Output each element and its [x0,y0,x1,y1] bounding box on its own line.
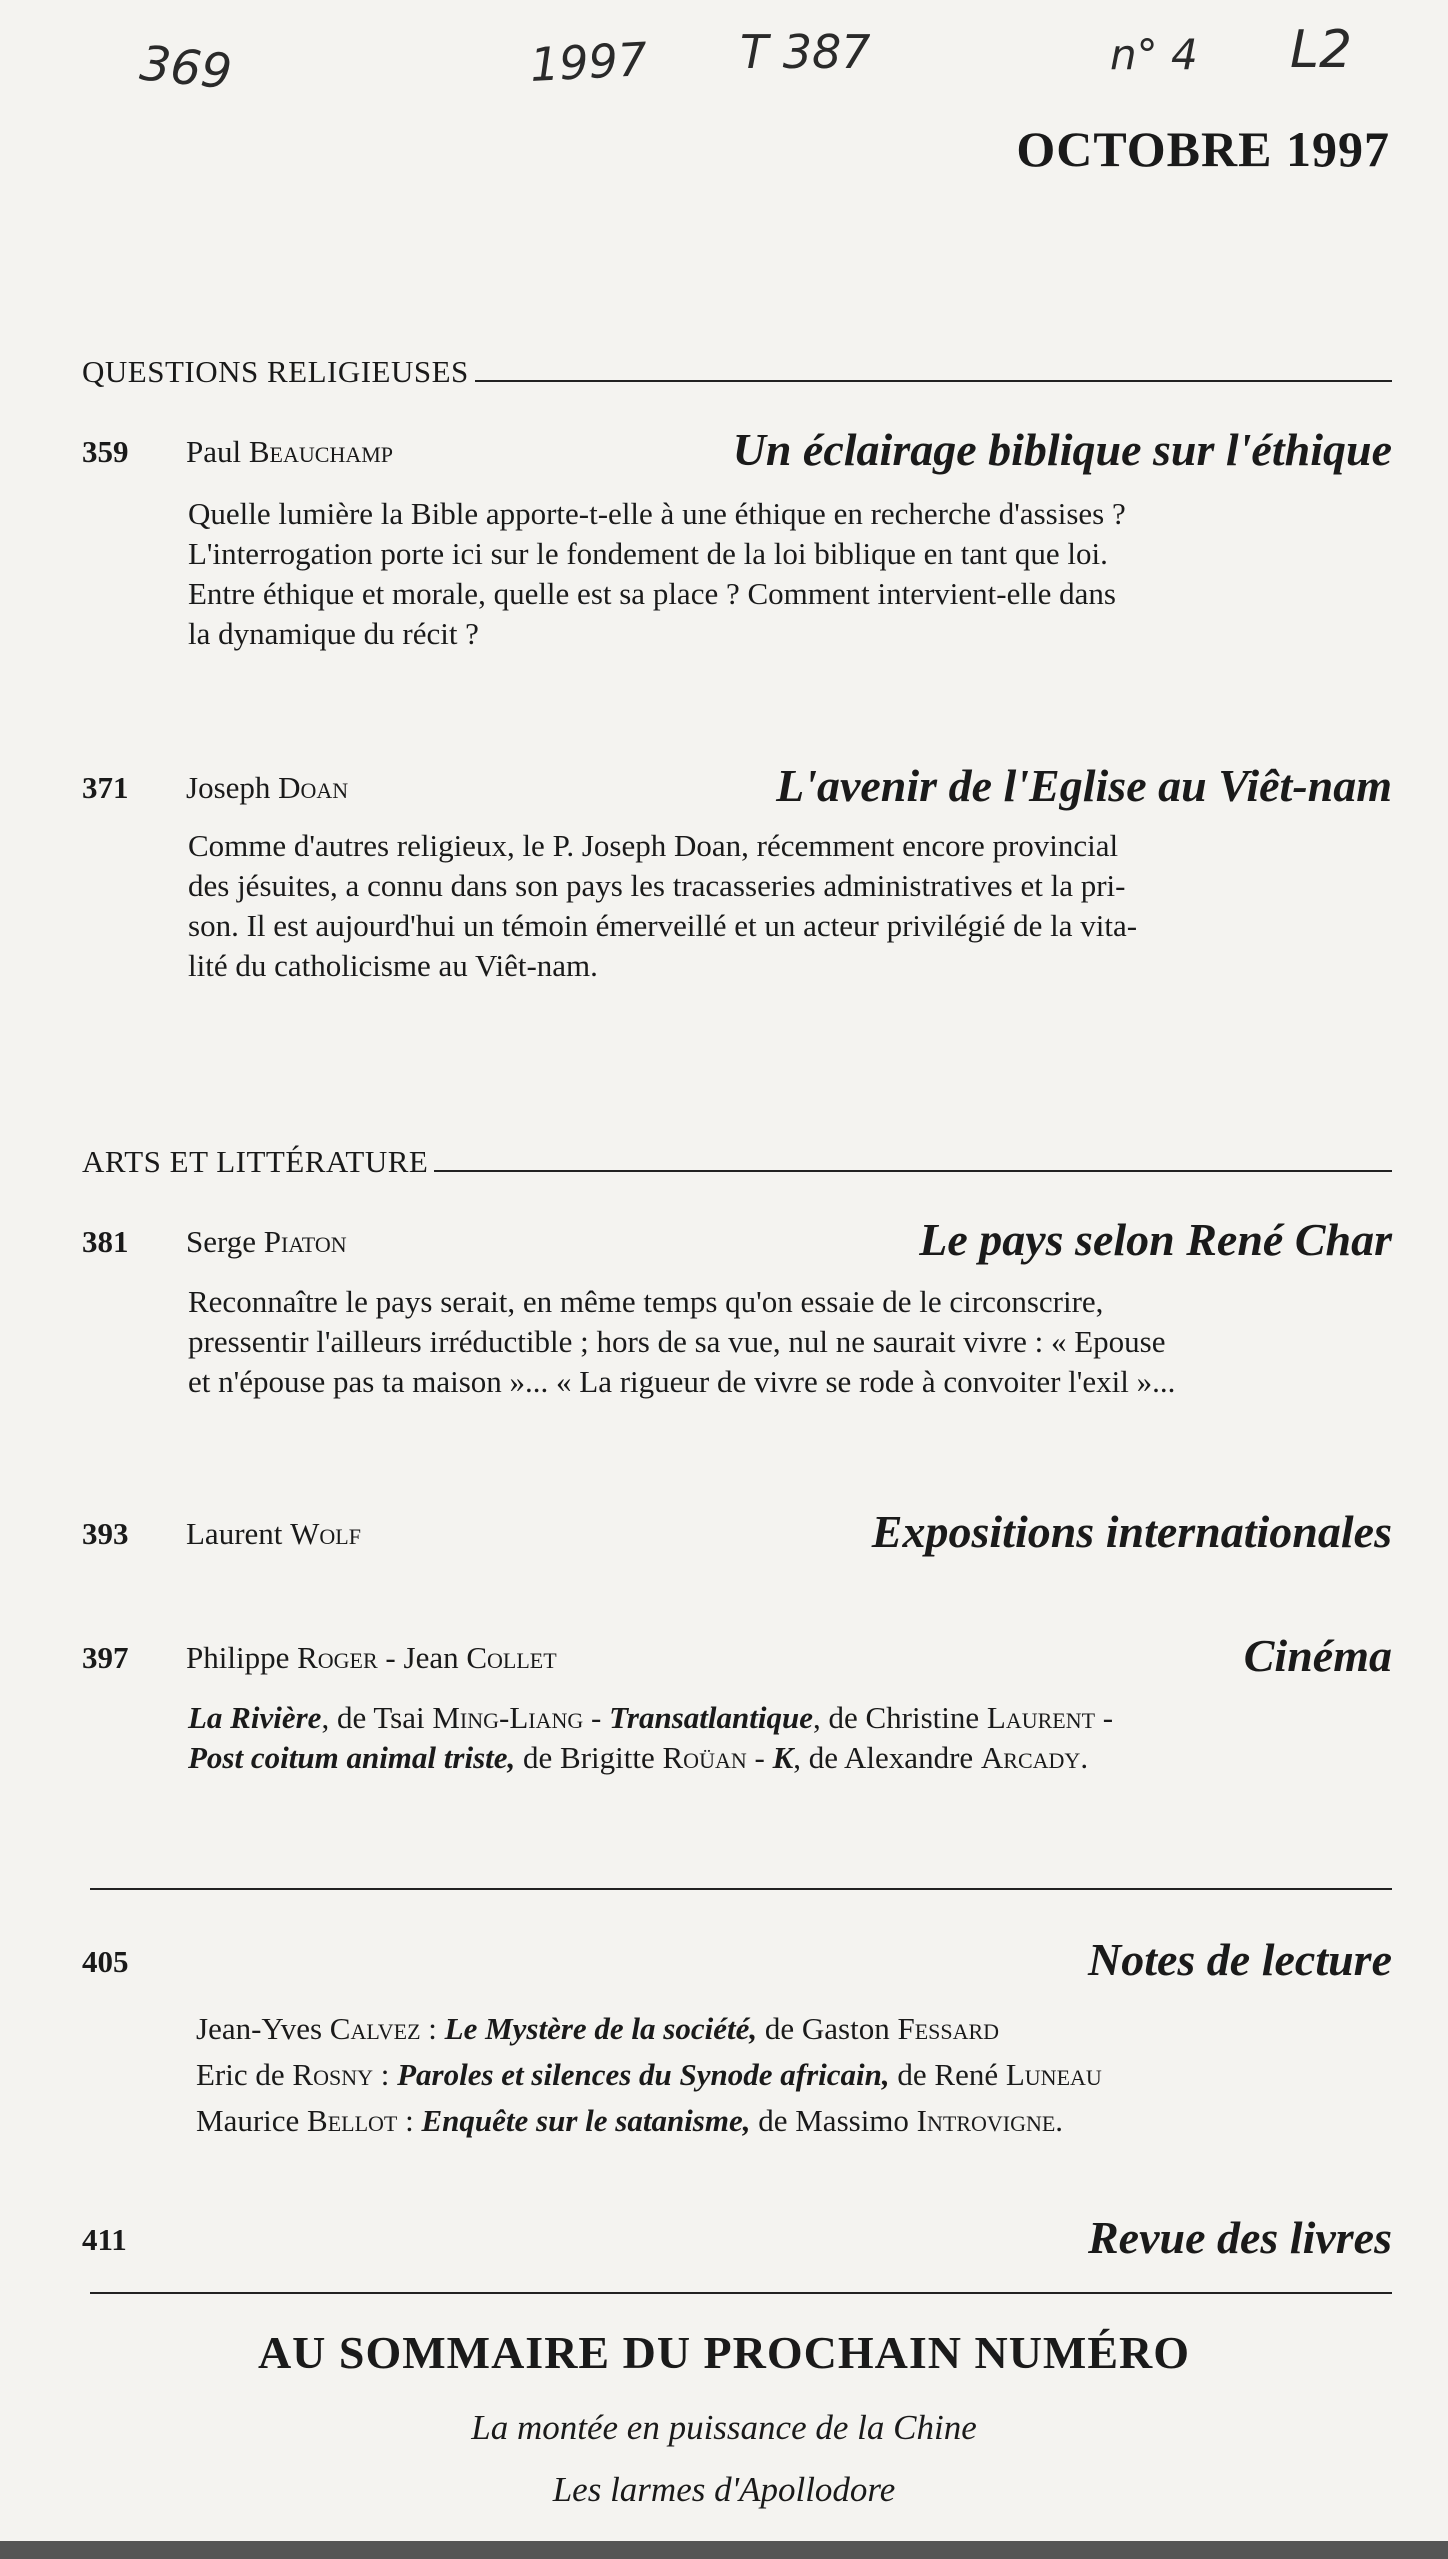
section-label: QUESTIONS RELIGIEUSES [82,354,469,389]
toc-entry-piaton [82,1202,1392,1266]
list-item: Maurice Bellot : Enquête sur le satanisme, de Massimo Introvigne. [196,2103,1064,2138]
article-abstract: Comme d'autres religieux, le P. Joseph Doan, récemment encore provincial des jésuites, a connu dans son pays les tracasseries administratives et la pri- son. Il est aujourd'hui un témoin émerveillé et un acteur privilégié de la vita- lité du catholicisme au Viêt-nam. [188,828,1138,983]
issue-date: OCTOBRE 1997 [1016,121,1390,177]
page-number: 405 [82,1944,129,1979]
next-issue-heading: AU SOMMAIRE DU PROCHAIN NUMÉRO [257,2327,1191,2378]
page-number: 397 [82,1640,129,1675]
page-number: 411 [82,2222,127,2257]
handwritten-note-ref: T 387 [740,25,871,79]
toc-entry-wolf [82,1494,1392,1558]
toc-entry-beauchamp [82,412,1392,476]
article-abstract: Reconnaître le pays serait, en même temps qu'on essaie de le circonscrire, pressentir l'ailleurs irréductible ; hors de sa vue, nul ne saurait vivre : « Epouse et n'épouse pas ta maison »... « La rigueur de vivre se rode à convoiter l'exil »... [188,1284,1176,1399]
article-title: Expositions internationales [871,1506,1392,1557]
scan-edge-shadow [0,2541,1448,2559]
section-label: ARTS ET LITTÉRATURE [82,1144,429,1179]
article-title: Un éclairage biblique sur l'éthique [732,424,1392,475]
next-issue-item: La montée en puissance de la Chine [471,2408,977,2447]
handwritten-note-number: n° 4 [1110,30,1198,79]
article-title: Notes de lecture [1087,1934,1392,1985]
author-name: Philippe Roger - Jean Collet [186,1640,557,1675]
author-name: Serge Piaton [186,1224,347,1259]
article-abstract: Quelle lumière la Bible apporte-t-elle à une éthique en recherche d'assises ? L'interrogation porte ici sur le fondement de la loi biblique en tant que loi. Entre éthique et morale, quelle est sa place ? Comment intervient-elle dans la dynamique du récit ? [188,496,1126,651]
divider-rule [90,2292,1392,2294]
next-issue-item: Les larmes d'Apollodore [552,2470,896,2509]
list-item: Jean-Yves Calvez : Le Mystère de la société, de Gaston Fessard [196,2011,1000,2046]
author-name: Paul Beauchamp [186,434,394,469]
toc-entry-doan [82,748,1392,812]
handwritten-note-year: 1997 [528,31,649,93]
section-heading-arts [82,1130,1392,1180]
toc-entry-revue [82,2200,1392,2264]
page-number: 371 [82,770,129,805]
divider-rule [90,1888,1392,1890]
page-number: 381 [82,1224,129,1259]
article-title: L'avenir de l'Eglise au Viêt-nam [776,760,1392,811]
book-notes-list [196,2006,1392,2144]
section-heading-religion [82,340,1392,390]
author-name: Laurent Wolf [186,1516,361,1551]
page-number: 393 [82,1516,129,1551]
list-item: Eric de Rosny : Paroles et silences du Synode africain, de René Luneau [196,2057,1102,2092]
article-title: Le pays selon René Char [919,1214,1392,1265]
article-title: Revue des livres [1087,2212,1392,2263]
handwritten-note-l2: L2 [1290,20,1353,80]
section-rule [475,380,1392,382]
author-name: Joseph Doan [186,770,349,805]
section-rule [434,1170,1392,1172]
toc-entry-cinema [82,1618,1392,1682]
toc-entry-notes [82,1922,1392,1986]
article-title: Cinéma [1243,1630,1392,1681]
film-list: La Rivière, de Tsai Ming-Liang - Transatlantique, de Christine Laurent - Post coitum animal triste, de Brigitte Roüan - K, de Alexandre Arcady. [188,1700,1114,1775]
handwritten-note-369: 369 [137,35,235,101]
page-number: 359 [82,434,129,469]
